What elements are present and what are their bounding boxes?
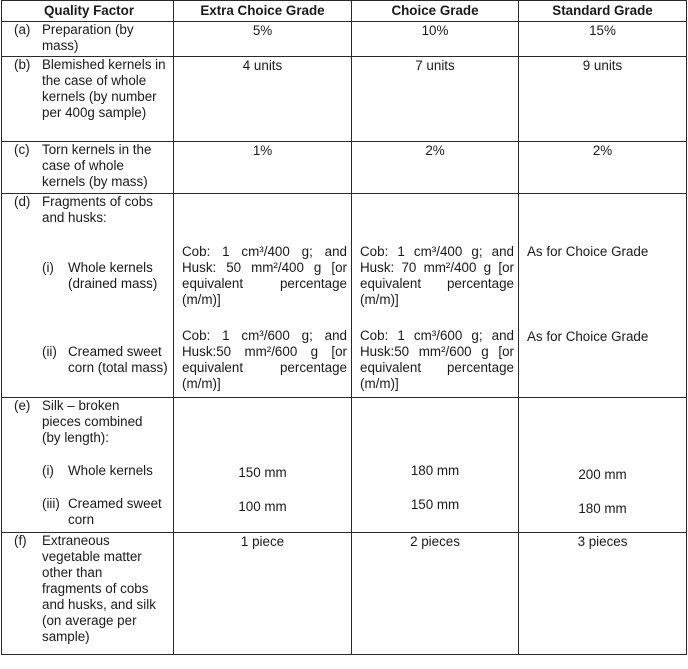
row-label-b: (b) [14, 57, 31, 72]
standard-cell-a: 15% [519, 22, 687, 57]
factor-text-d: Fragments of cobs and husks: [42, 194, 153, 225]
table-row-d [2, 194, 687, 398]
factor-text-a: Preparation (by mass) [42, 22, 134, 53]
header-choice-grade: Choice Grade [352, 1, 519, 22]
row-label-e: (e) [14, 398, 31, 413]
standard-cell-b: 9 units [519, 57, 687, 142]
sub-factor-d-ii: Creamed sweet corn (total mass) [68, 344, 168, 375]
extra-cell-c: 1% [174, 142, 352, 194]
quality-factor-table [1, 0, 687, 655]
header-quality-factor: Quality Factor [2, 1, 174, 22]
row-label-d: (d) [14, 194, 31, 209]
table-row-c [2, 142, 687, 194]
sub-factor-e-i: Whole kernels [68, 463, 153, 478]
choice-cell-e [352, 398, 519, 533]
factor-text-f: Extraneous vegetable matter other than fragments of cobs and husks, and silk (on average per sample) [42, 533, 156, 644]
factor-cell-d [2, 194, 174, 398]
table-row-b [2, 57, 687, 142]
sub-factor-d-i: Whole kernels (drained mass) [68, 260, 158, 291]
standard-text-e-iii: 180 mm [578, 501, 627, 516]
standard-cell-f: 3 pieces [519, 533, 687, 655]
factor-text-b: Blemished kernels in the case of whole kernels (by number per 400g sample) [42, 57, 166, 120]
header-row [2, 1, 687, 22]
table-row-a [2, 22, 687, 57]
table-row-e [2, 398, 687, 533]
row-label-f: (f) [14, 533, 27, 548]
extra-cell-b: 4 units [174, 57, 352, 142]
choice-text-d-ii: Cob: 1 cm³/600 g; and Husk:50 mm²/600 g [or equivalent percentage (m/m)] [360, 328, 514, 391]
choice-text-d-i: Cob: 1 cm³/400 g; and Husk: 70 mm²/400 g [or equivalent percentage (m/m)] [360, 244, 514, 307]
factor-cell-c [2, 142, 174, 194]
extra-cell-e [174, 398, 352, 533]
extra-cell-d [174, 194, 352, 398]
sub-label-e-iii: (iii) [42, 496, 60, 511]
table-row-f [2, 533, 687, 655]
header-standard-grade: Standard Grade [519, 1, 687, 22]
choice-cell-b: 7 units [352, 57, 519, 142]
factor-cell-f [2, 533, 174, 655]
standard-cell-e [519, 398, 687, 533]
choice-cell-a: 10% [352, 22, 519, 57]
sub-label-d-ii: (ii) [42, 344, 57, 359]
extra-text-e-iii: 100 mm [238, 499, 287, 514]
sub-label-e-i: (i) [42, 463, 54, 478]
choice-cell-f: 2 pieces [352, 533, 519, 655]
sub-label-d-i: (i) [42, 260, 54, 275]
factor-cell-e [2, 398, 174, 533]
extra-cell-a: 5% [174, 22, 352, 57]
extra-text-d-ii: Cob: 1 cm³/600 g; and Husk:50 mm²/600 g [or equivalent percentage (m/m)] [182, 328, 347, 391]
factor-cell-b [2, 57, 174, 142]
extra-cell-f: 1 piece [174, 533, 352, 655]
standard-cell-c: 2% [519, 142, 687, 194]
sub-factor-e-iii: Creamed sweet corn [68, 496, 162, 527]
standard-text-d-i: As for Choice Grade [527, 244, 649, 259]
extra-text-d-i: Cob: 1 cm³/400 g; and Husk: 50 mm²/400 g [or equivalent percentage (m/m)] [182, 244, 347, 307]
standard-cell-d [519, 194, 687, 398]
standard-text-d-ii: As for Choice Grade [527, 329, 649, 344]
standard-text-e-i: 200 mm [578, 467, 627, 482]
factor-text-c: Torn kernels in the case of whole kernels (by mass) [42, 142, 152, 189]
factor-text-e: Silk – broken pieces combined (by length): [42, 398, 143, 445]
extra-text-e-i: 150 mm [238, 465, 287, 480]
row-label-c: (c) [14, 142, 30, 157]
choice-cell-d [352, 194, 519, 398]
row-label-a: (a) [14, 22, 31, 37]
choice-cell-c: 2% [352, 142, 519, 194]
factor-cell-a [2, 22, 174, 57]
choice-text-e-iii: 150 mm [410, 497, 460, 512]
choice-text-e-i: 180 mm [410, 463, 460, 478]
header-extra-choice-grade: Extra Choice Grade [174, 1, 352, 22]
